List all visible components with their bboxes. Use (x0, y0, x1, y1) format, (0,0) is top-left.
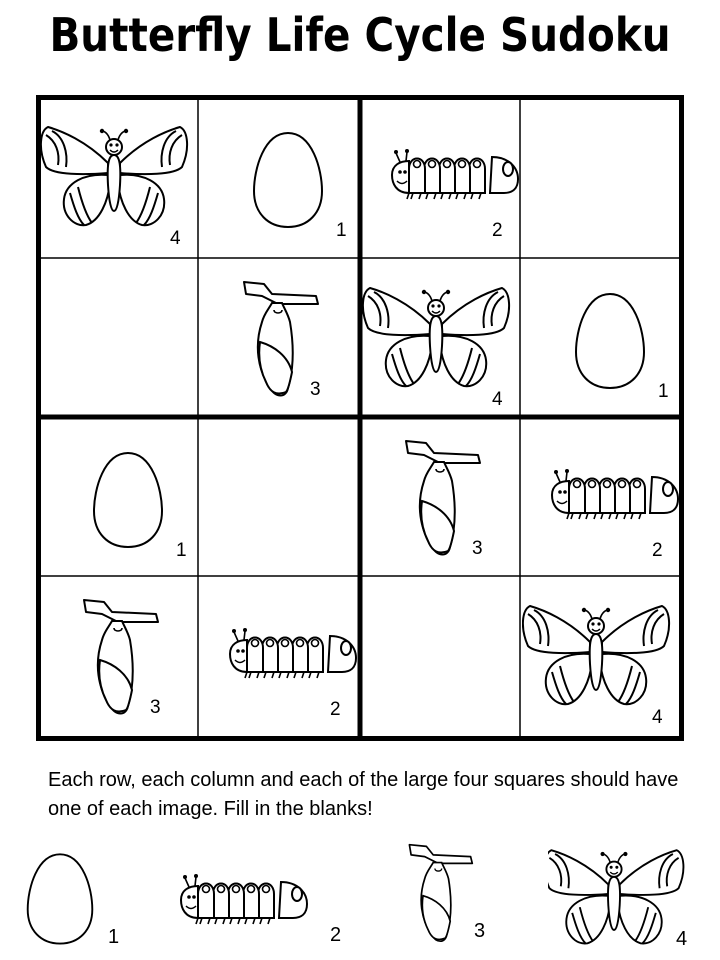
grid-cell-4-1 (40, 578, 198, 734)
cell-number: 3 (150, 697, 161, 718)
key-number: 3 (474, 920, 486, 942)
cell-number: 1 (176, 540, 187, 561)
key-item-egg (22, 840, 120, 950)
grid-cell-3-1 (40, 419, 198, 575)
blank-cell-2-1[interactable] (40, 260, 198, 416)
instructions-text: Each row, each column and each of the large four squares should have one of each image. Fill in the blanks! (48, 769, 679, 820)
key-number: 1 (108, 926, 120, 948)
grid-cell-1-3 (362, 99, 520, 255)
key-number: 4 (676, 928, 688, 950)
cell-number: 4 (170, 228, 181, 249)
grid-cell-1-2 (200, 99, 358, 255)
blank-cell-1-4[interactable] (522, 99, 680, 255)
cell-number: 2 (330, 699, 341, 720)
grid-cell-3-3 (362, 419, 520, 575)
key-item-butterfly (548, 840, 698, 950)
page-title: Butterfly Life Cycle Sudoku (49, 8, 671, 62)
cell-number: 4 (492, 389, 503, 410)
blank-cell-3-2[interactable] (200, 419, 358, 575)
grid-cell-2-3 (362, 260, 520, 416)
blank-cell-4-3[interactable] (362, 578, 520, 734)
chrysalis-icon (40, 578, 198, 734)
grid-cell-1-1 (40, 99, 198, 255)
grid-cell-2-2 (200, 260, 358, 416)
cell-number: 2 (492, 220, 503, 241)
key-number: 2 (330, 924, 342, 946)
egg-icon (522, 260, 680, 416)
cell-number: 2 (652, 540, 663, 561)
image-key (0, 840, 720, 960)
chrysalis-icon (200, 260, 358, 416)
sudoku-board (36, 95, 684, 741)
key-item-caterpillar (160, 840, 342, 950)
grid-cell-4-4 (522, 578, 680, 734)
cell-number: 4 (652, 707, 663, 728)
chrysalis-icon (362, 419, 520, 575)
grid-cell-2-4 (522, 260, 680, 416)
egg-icon (22, 840, 102, 950)
cell-number: 3 (472, 538, 483, 559)
grid-cell-3-4 (522, 419, 680, 575)
cell-number: 1 (658, 381, 669, 402)
caterpillar-icon (160, 840, 320, 950)
cell-number: 1 (336, 220, 347, 241)
egg-icon (40, 419, 198, 575)
egg-icon (200, 99, 358, 255)
key-item-chrysalis (398, 840, 488, 950)
cell-number: 3 (310, 379, 321, 400)
grid-cell-4-2 (200, 578, 358, 734)
